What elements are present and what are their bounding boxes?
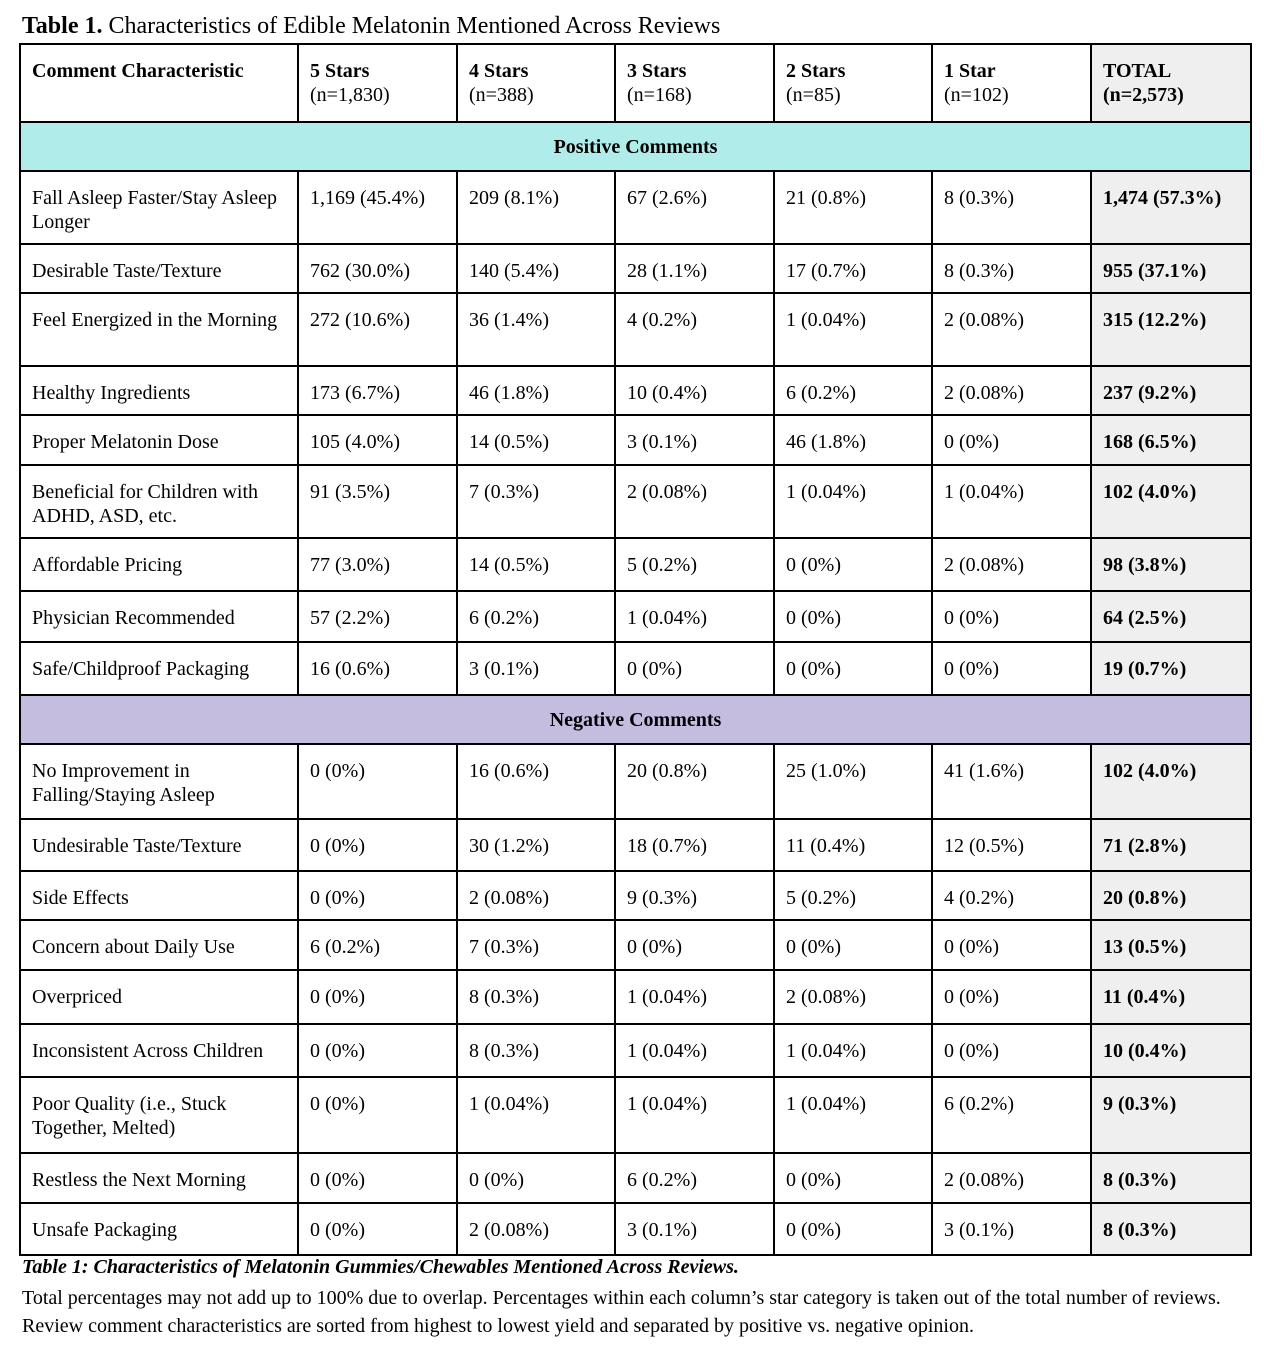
value-cell: 1 (0.04%) xyxy=(774,293,932,366)
total-cell: 13 (0.5%) xyxy=(1091,920,1251,970)
value-cell: 77 (3.0%) xyxy=(298,538,457,591)
header-n: (n=85) xyxy=(786,84,841,106)
value-cell: 0 (0%) xyxy=(774,538,932,591)
section-header-negative xyxy=(20,695,1251,744)
value-cell: 8 (0.3%) xyxy=(457,1024,615,1077)
value-cell: 2 (0.08%) xyxy=(932,293,1091,366)
value-cell: 0 (0%) xyxy=(298,871,457,920)
header-n: (n=2,573) xyxy=(1103,84,1184,106)
value-cell: 3 (0.1%) xyxy=(932,1203,1091,1255)
value-cell: 0 (0%) xyxy=(298,1203,457,1255)
value-cell: 5 (0.2%) xyxy=(615,538,774,591)
value-cell: 0 (0%) xyxy=(932,591,1091,642)
table-caption: Table 1: Characteristics of Melatonin Gummies/Chewables Mentioned Across Reviews. xyxy=(22,1256,739,1278)
value-cell: 1 (0.04%) xyxy=(615,970,774,1024)
table-row xyxy=(20,642,1251,695)
header-total xyxy=(1091,44,1251,122)
value-cell: 7 (0.3%) xyxy=(457,465,615,538)
characteristic-cell: Poor Quality (i.e., Stuck Together, Melted) xyxy=(20,1077,298,1153)
section-title: Positive Comments xyxy=(20,122,1251,171)
total-cell: 102 (4.0%) xyxy=(1091,465,1251,538)
characteristic-cell: Overpriced xyxy=(20,970,298,1024)
value-cell: 1 (0.04%) xyxy=(774,1024,932,1077)
value-cell: 2 (0.08%) xyxy=(615,465,774,538)
table-row xyxy=(20,1024,1251,1077)
value-cell: 36 (1.4%) xyxy=(457,293,615,366)
value-cell: 6 (0.2%) xyxy=(298,920,457,970)
header-n: (n=168) xyxy=(627,84,692,106)
value-cell: 57 (2.2%) xyxy=(298,591,457,642)
value-cell: 0 (0%) xyxy=(932,642,1091,695)
value-cell: 2 (0.08%) xyxy=(932,1153,1091,1203)
value-cell: 8 (0.3%) xyxy=(457,970,615,1024)
value-cell: 3 (0.1%) xyxy=(615,1203,774,1255)
value-cell: 14 (0.5%) xyxy=(457,415,615,465)
header-n: (n=388) xyxy=(469,84,534,106)
value-cell: 18 (0.7%) xyxy=(615,819,774,871)
table-row xyxy=(20,1077,1251,1153)
table-title xyxy=(22,12,720,40)
section-title: Negative Comments xyxy=(20,695,1251,744)
value-cell: 209 (8.1%) xyxy=(457,171,615,244)
value-cell: 2 (0.08%) xyxy=(774,970,932,1024)
value-cell: 46 (1.8%) xyxy=(457,366,615,415)
value-cell: 17 (0.7%) xyxy=(774,244,932,293)
value-cell: 2 (0.08%) xyxy=(932,538,1091,591)
value-cell: 3 (0.1%) xyxy=(457,642,615,695)
characteristic-cell: Physician Recommended xyxy=(20,591,298,642)
header-n: (n=1,830) xyxy=(310,84,390,106)
table-row xyxy=(20,1203,1251,1255)
characteristic-cell: Restless the Next Morning xyxy=(20,1153,298,1203)
value-cell: 1,169 (45.4%) xyxy=(298,171,457,244)
header-5-stars xyxy=(298,44,457,122)
value-cell: 0 (0%) xyxy=(298,819,457,871)
value-cell: 1 (0.04%) xyxy=(615,1024,774,1077)
value-cell: 91 (3.5%) xyxy=(298,465,457,538)
value-cell: 0 (0%) xyxy=(932,415,1091,465)
total-cell: 168 (6.5%) xyxy=(1091,415,1251,465)
value-cell: 0 (0%) xyxy=(615,920,774,970)
value-cell: 16 (0.6%) xyxy=(298,642,457,695)
value-cell: 0 (0%) xyxy=(774,591,932,642)
header-4-stars xyxy=(457,44,615,122)
characteristic-cell: Fall Asleep Faster/Stay Asleep Longer xyxy=(20,171,298,244)
table-row xyxy=(20,1153,1251,1203)
total-cell: 102 (4.0%) xyxy=(1091,744,1251,819)
value-cell: 0 (0%) xyxy=(298,970,457,1024)
value-cell: 7 (0.3%) xyxy=(457,920,615,970)
total-cell: 11 (0.4%) xyxy=(1091,970,1251,1024)
total-cell: 20 (0.8%) xyxy=(1091,871,1251,920)
value-cell: 0 (0%) xyxy=(298,1077,457,1153)
header-label: 3 Stars xyxy=(627,60,687,82)
table-note: Total percentages may not add up to 100% due to overlap. Percentages within each column’s star category is taken out of the total number of reviews. Review comment characteristics are sorted from highest to lowest yield and separated by positive vs. negative opinion. xyxy=(22,1287,1221,1337)
value-cell: 0 (0%) xyxy=(298,744,457,819)
total-cell: 98 (3.8%) xyxy=(1091,538,1251,591)
value-cell: 11 (0.4%) xyxy=(774,819,932,871)
value-cell: 16 (0.6%) xyxy=(457,744,615,819)
value-cell: 67 (2.6%) xyxy=(615,171,774,244)
value-cell: 8 (0.3%) xyxy=(932,244,1091,293)
total-cell: 955 (37.1%) xyxy=(1091,244,1251,293)
value-cell: 0 (0%) xyxy=(932,920,1091,970)
value-cell: 1 (0.04%) xyxy=(615,1077,774,1153)
value-cell: 25 (1.0%) xyxy=(774,744,932,819)
characteristic-cell: Concern about Daily Use xyxy=(20,920,298,970)
header-1-star xyxy=(932,44,1091,122)
total-cell: 8 (0.3%) xyxy=(1091,1203,1251,1255)
table-title-label: Table 1. xyxy=(22,13,103,39)
header-label: TOTAL xyxy=(1103,60,1172,82)
header-2-stars xyxy=(774,44,932,122)
characteristic-cell: Proper Melatonin Dose xyxy=(20,415,298,465)
table-row xyxy=(20,465,1251,538)
value-cell: 0 (0%) xyxy=(774,1153,932,1203)
value-cell: 2 (0.08%) xyxy=(457,1203,615,1255)
value-cell: 0 (0%) xyxy=(457,1153,615,1203)
value-cell: 9 (0.3%) xyxy=(615,871,774,920)
characteristic-cell: Unsafe Packaging xyxy=(20,1203,298,1255)
value-cell: 2 (0.08%) xyxy=(457,871,615,920)
table-row xyxy=(20,366,1251,415)
table-row xyxy=(20,819,1251,871)
value-cell: 105 (4.0%) xyxy=(298,415,457,465)
value-cell: 762 (30.0%) xyxy=(298,244,457,293)
value-cell: 1 (0.04%) xyxy=(774,1077,932,1153)
total-cell: 19 (0.7%) xyxy=(1091,642,1251,695)
value-cell: 12 (0.5%) xyxy=(932,819,1091,871)
table-row xyxy=(20,970,1251,1024)
characteristic-cell: Affordable Pricing xyxy=(20,538,298,591)
total-cell: 10 (0.4%) xyxy=(1091,1024,1251,1077)
value-cell: 0 (0%) xyxy=(774,642,932,695)
value-cell: 6 (0.2%) xyxy=(932,1077,1091,1153)
total-cell: 315 (12.2%) xyxy=(1091,293,1251,366)
value-cell: 3 (0.1%) xyxy=(615,415,774,465)
table-row xyxy=(20,744,1251,819)
header-row xyxy=(20,44,1251,122)
value-cell: 1 (0.04%) xyxy=(774,465,932,538)
characteristic-cell: Inconsistent Across Children xyxy=(20,1024,298,1077)
header-label: 1 Star xyxy=(944,60,996,82)
total-cell: 1,474 (57.3%) xyxy=(1091,171,1251,244)
table-row xyxy=(20,871,1251,920)
value-cell: 1 (0.04%) xyxy=(615,591,774,642)
value-cell: 46 (1.8%) xyxy=(774,415,932,465)
characteristic-cell: Desirable Taste/Texture xyxy=(20,244,298,293)
header-label: 4 Stars xyxy=(469,60,529,82)
table-body xyxy=(20,122,1251,1255)
value-cell: 6 (0.2%) xyxy=(457,591,615,642)
value-cell: 0 (0%) xyxy=(932,1024,1091,1077)
value-cell: 21 (0.8%) xyxy=(774,171,932,244)
value-cell: 0 (0%) xyxy=(774,920,932,970)
table-row xyxy=(20,538,1251,591)
value-cell: 4 (0.2%) xyxy=(932,871,1091,920)
characteristic-cell: Feel Energized in the Morning xyxy=(20,293,298,366)
value-cell: 28 (1.1%) xyxy=(615,244,774,293)
characteristic-cell: Beneficial for Children with ADHD, ASD, etc. xyxy=(20,465,298,538)
value-cell: 6 (0.2%) xyxy=(615,1153,774,1203)
header-n: (n=102) xyxy=(944,84,1009,106)
header-label: 5 Stars xyxy=(310,60,370,82)
table-row xyxy=(20,244,1251,293)
characteristic-cell: No Improvement in Falling/Staying Asleep xyxy=(20,744,298,819)
value-cell: 272 (10.6%) xyxy=(298,293,457,366)
value-cell: 41 (1.6%) xyxy=(932,744,1091,819)
header-label: Comment Characteristic xyxy=(32,60,244,82)
total-cell: 71 (2.8%) xyxy=(1091,819,1251,871)
value-cell: 5 (0.2%) xyxy=(774,871,932,920)
characteristic-cell: Safe/Childproof Packaging xyxy=(20,642,298,695)
reviews-table xyxy=(19,43,1252,1256)
value-cell: 0 (0%) xyxy=(298,1024,457,1077)
value-cell: 8 (0.3%) xyxy=(932,171,1091,244)
value-cell: 1 (0.04%) xyxy=(457,1077,615,1153)
characteristic-cell: Undesirable Taste/Texture xyxy=(20,819,298,871)
total-cell: 64 (2.5%) xyxy=(1091,591,1251,642)
value-cell: 20 (0.8%) xyxy=(615,744,774,819)
value-cell: 0 (0%) xyxy=(774,1203,932,1255)
total-cell: 237 (9.2%) xyxy=(1091,366,1251,415)
table-row xyxy=(20,171,1251,244)
total-cell: 8 (0.3%) xyxy=(1091,1153,1251,1203)
value-cell: 0 (0%) xyxy=(298,1153,457,1203)
value-cell: 14 (0.5%) xyxy=(457,538,615,591)
header-label: 2 Stars xyxy=(786,60,846,82)
table-row xyxy=(20,591,1251,642)
header-3-stars xyxy=(615,44,774,122)
value-cell: 0 (0%) xyxy=(932,970,1091,1024)
value-cell: 1 (0.04%) xyxy=(932,465,1091,538)
value-cell: 2 (0.08%) xyxy=(932,366,1091,415)
characteristic-cell: Side Effects xyxy=(20,871,298,920)
value-cell: 6 (0.2%) xyxy=(774,366,932,415)
value-cell: 30 (1.2%) xyxy=(457,819,615,871)
value-cell: 0 (0%) xyxy=(615,642,774,695)
table-row xyxy=(20,920,1251,970)
value-cell: 4 (0.2%) xyxy=(615,293,774,366)
table-row xyxy=(20,293,1251,366)
header-characteristic xyxy=(20,44,298,122)
value-cell: 173 (6.7%) xyxy=(298,366,457,415)
total-cell: 9 (0.3%) xyxy=(1091,1077,1251,1153)
value-cell: 140 (5.4%) xyxy=(457,244,615,293)
section-header-positive xyxy=(20,122,1251,171)
characteristic-cell: Healthy Ingredients xyxy=(20,366,298,415)
value-cell: 10 (0.4%) xyxy=(615,366,774,415)
table-row xyxy=(20,415,1251,465)
table-title-text: Characteristics of Edible Melatonin Mentioned Across Reviews xyxy=(108,13,721,39)
